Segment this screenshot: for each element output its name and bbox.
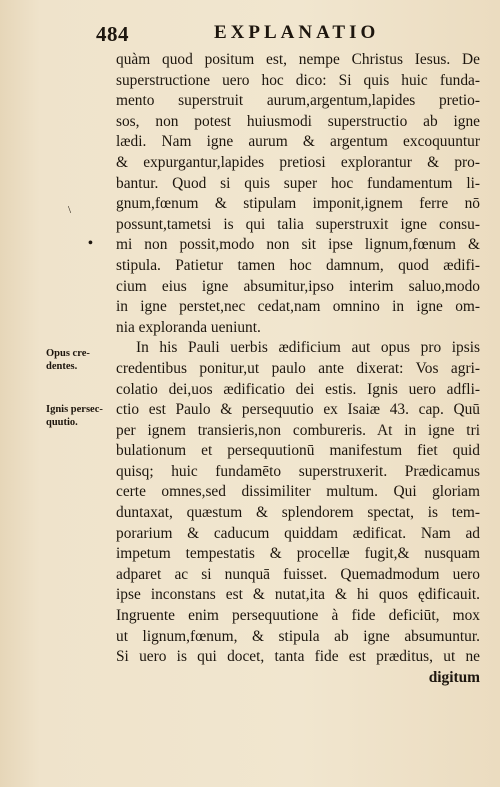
text-line: cium eius igne absumitur,ipso interim saluo,modo	[116, 277, 480, 295]
text-line: bulationum et persequutionū manifestum fiet quid	[116, 442, 480, 460]
text-line: ut lignum,fœnum, & stipula ab igne absumuntur.	[116, 627, 480, 645]
text-line: lædi. Nam igne aurum & argentum excoquuntur	[116, 133, 480, 151]
text-line: nia exploranda ueniunt.	[116, 318, 261, 336]
text-line: bantur. Quod si quis super hoc fundamentum li-	[116, 174, 480, 192]
text-line: per ignem transieris,non combureris. At in igne tri	[116, 421, 480, 439]
text-line: Si uero is qui docet, tanta fide est præditus, ut ne	[116, 648, 480, 666]
body-text	[116, 50, 480, 688]
text-line: credentibus ponitur,ut paulo ante dixerat: Vos agri-	[116, 359, 480, 377]
margin-note-ignis-line2: quutio.	[46, 417, 78, 428]
margin-bullet-mark: •	[88, 236, 93, 251]
text-line: impetum tempestatis & procellæ fugit,& nusquam	[116, 545, 480, 563]
page-header	[96, 22, 476, 48]
margin-note-opus-line2: dentes.	[46, 361, 78, 372]
text-line: colatio dei,uos ædificatio dei estis. Ignis uero adfli-	[116, 380, 480, 398]
running-title: EXPLANATIO	[214, 22, 380, 43]
margin-slash-mark: \	[68, 204, 72, 216]
text-line: possunt,tametsi is qui talia superstruxit igne consu-	[116, 215, 480, 233]
text-line: mi non possit,modo non sit ipse lignum,fœnum &	[116, 236, 480, 254]
text-line: adparet ac si nunquā fuisset. Quemadmodum uero	[116, 565, 480, 583]
text-line: & expurgantur,lapides pretiosi explorantur & pro-	[116, 153, 480, 171]
text-line: ctio est Paulo & persequutio ex Isaiæ 43. cap. Quū	[116, 401, 480, 419]
margin-note-ignis-line1: Ignis persec-	[46, 404, 103, 415]
catchword: digitum	[428, 668, 480, 686]
margin-note-opus-line1: Opus cre-	[46, 348, 90, 359]
text-line: gnum,fœnum & stipulam imponit,ignem ferre nō	[116, 195, 480, 213]
text-line: certe omnes,sed dissimiliter multum. Qui gloriam	[116, 483, 480, 501]
text-line: Ingruente enim persequutione à fide deficiūt, mox	[116, 607, 480, 625]
text-line: quàm quod positum est, nempe Christus Iesus. De	[116, 51, 480, 68]
margin-note-ignis	[46, 403, 103, 429]
text-line: superstructione uero hoc dico: Si quis huic funda-	[116, 71, 480, 89]
text-line: sos, non potest huiusmodi superstructio ab igne	[116, 112, 480, 130]
text-line: mento superstruit aurum,argentum,lapides pretio-	[116, 92, 480, 110]
text-line: ipse inconstans est & nutat,ita & hi quos ędificauit.	[116, 586, 480, 604]
margin-note-opus	[46, 347, 90, 373]
text-line: stipula. Patietur tamen hoc damnum, quod ædifi-	[116, 256, 480, 274]
text-line: porarium & caducum quiddam ædificat. Nam ad	[116, 524, 480, 542]
text-line: duntaxat, quæstum & splendorem spectat, is tem-	[116, 504, 480, 522]
page-number: 484	[96, 22, 129, 46]
text-line: in igne perstet,nec cedat,nam omnino in igne om-	[116, 298, 480, 316]
text-line: quisq; huic fundamēto superstruxerit. Prædicamus	[116, 462, 480, 480]
text-line: In his Pauli uerbis ædificium aut opus pro ipsis	[136, 339, 480, 357]
